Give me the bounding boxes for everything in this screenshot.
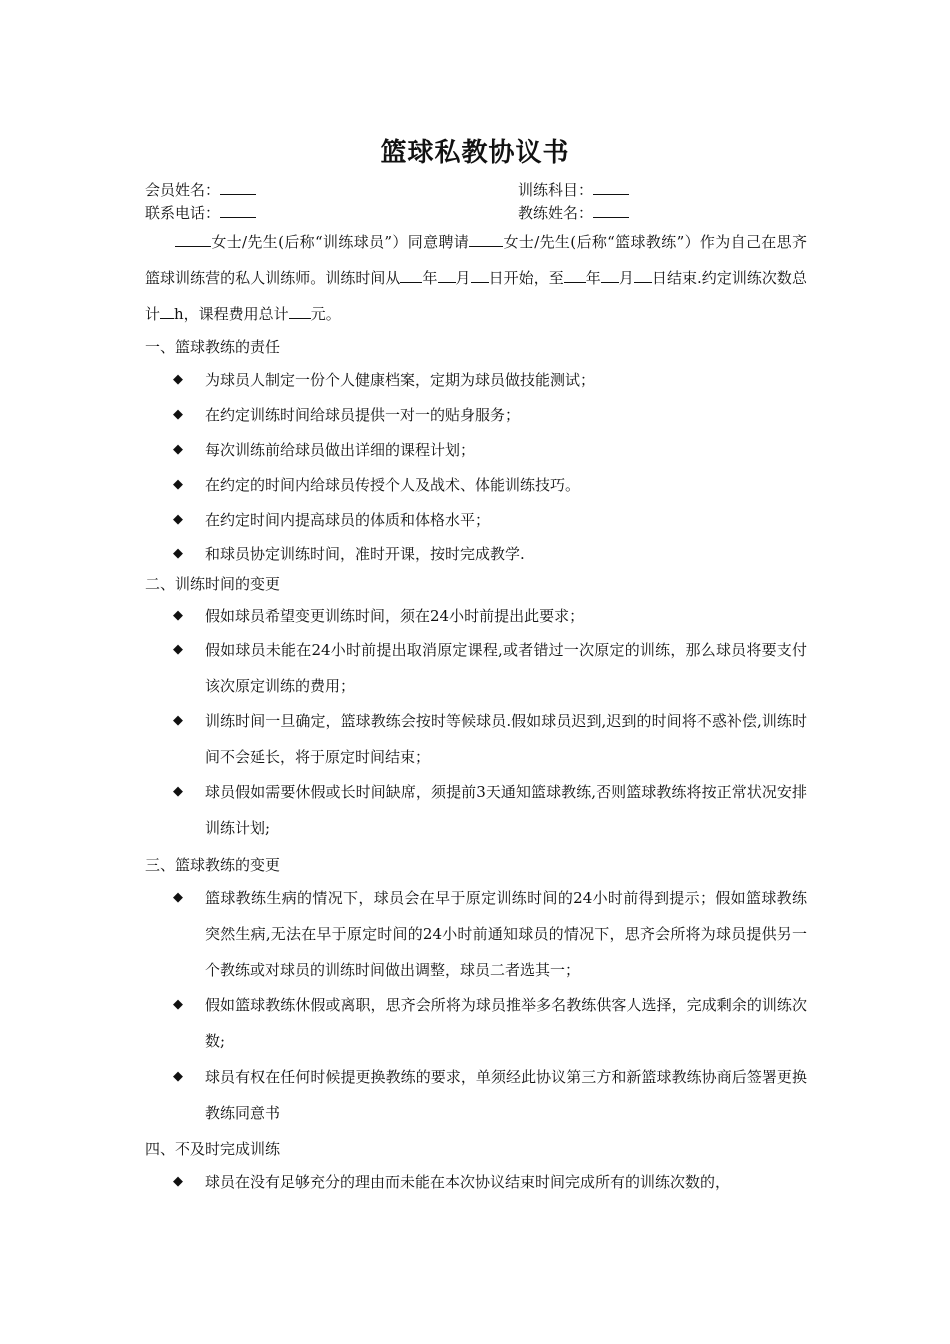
intro-hours: h，课程费用总计 bbox=[174, 305, 289, 323]
list-item: 篮球教练生病的情况下，球员会在早于原定训练时间的24小时前得到提示；假如篮球教练突然生病,无法在早于原定时间的24小时前通知球员的情况下，思齐会所将为球员提供另一个教练或对球员的训练时间做出调整，球员二者选其一； bbox=[205, 889, 807, 979]
intro-year-1: 年 bbox=[422, 269, 438, 287]
list-item: 球员有权在任何时候提更换教练的要求，单须经此协议第三方和新篮球教练协商后签署更换教练同意书 bbox=[205, 1068, 807, 1122]
end-month-blank bbox=[601, 266, 619, 283]
list-item: 假如球员希望变更训练时间，须在24小时前提出此要求； bbox=[205, 607, 585, 625]
diamond-bullet-icon: ◆ bbox=[173, 546, 183, 561]
intro-month-2: 月 bbox=[618, 269, 634, 287]
intro-year-2: 年 bbox=[585, 269, 601, 287]
diamond-bullet-icon: ◆ bbox=[173, 997, 183, 1012]
section-heading: 一、篮球教练的责任 bbox=[145, 338, 281, 356]
fee-blank bbox=[289, 302, 311, 319]
diamond-bullet-icon: ◆ bbox=[173, 1174, 183, 1189]
intro-text-2: 女士/先生(后称“篮球教练”）作为自己在思齐篮球训练营的私人训练师。训练时间从 bbox=[145, 233, 807, 287]
diamond-bullet-icon: ◆ bbox=[173, 713, 183, 728]
list-item: 假如篮球教练休假或离职，思齐会所将为球员推举多名教练供客人选择，完成剩余的训练次数; bbox=[205, 996, 807, 1050]
diamond-bullet-icon: ◆ bbox=[173, 608, 183, 623]
section-heading: 四、不及时完成训练 bbox=[145, 1140, 281, 1158]
sessions-blank bbox=[160, 302, 174, 319]
coach-name-blank bbox=[593, 201, 629, 218]
phone-blank bbox=[220, 201, 256, 218]
diamond-bullet-icon: ◆ bbox=[173, 1069, 183, 1084]
phone-label: 联系电话： bbox=[145, 204, 221, 222]
diamond-bullet-icon: ◆ bbox=[173, 407, 183, 422]
end-year-blank bbox=[564, 266, 586, 283]
intro-day-2: 日结束.约定训练次数总计 bbox=[145, 269, 807, 323]
document-title: 篮球私教协议书 bbox=[380, 138, 570, 168]
list-item: 球员假如需要休假或长时间缺席，须提前3天通知篮球教练,否则篮球教练将按正常状况安排训练计划; bbox=[205, 783, 807, 837]
list-item: 在约定训练时间给球员提供一对一的贴身服务； bbox=[205, 406, 521, 424]
start-year-blank bbox=[400, 266, 422, 283]
phone-field bbox=[145, 201, 256, 223]
list-item: 和球员协定训练时间，准时开课，按时完成教学. bbox=[205, 545, 525, 563]
list-item: 在约定时间内提高球员的体质和体格水平； bbox=[205, 511, 491, 529]
diamond-bullet-icon: ◆ bbox=[173, 890, 183, 905]
section-heading: 三、篮球教练的变更 bbox=[145, 856, 281, 874]
start-day-blank bbox=[471, 266, 489, 283]
subject-label: 训练科目： bbox=[518, 181, 594, 199]
end-day-blank bbox=[634, 266, 652, 283]
list-item: 每次训练前给球员做出详细的课程计划； bbox=[205, 441, 476, 459]
coach-name-label: 教练姓名： bbox=[518, 204, 594, 222]
intro-day-1: 日开始，至 bbox=[488, 269, 564, 287]
intro-month-1: 月 bbox=[455, 269, 471, 287]
intro-paragraph bbox=[145, 224, 807, 332]
subject-blank bbox=[593, 178, 629, 195]
diamond-bullet-icon: ◆ bbox=[173, 512, 183, 527]
member-name-field bbox=[145, 178, 256, 200]
diamond-bullet-icon: ◆ bbox=[173, 642, 183, 657]
diamond-bullet-icon: ◆ bbox=[173, 442, 183, 457]
start-month-blank bbox=[438, 266, 456, 283]
list-item: 在约定的时间内给球员传授个人及战术、体能训练技巧。 bbox=[205, 476, 581, 494]
client-name-blank bbox=[175, 230, 211, 247]
intro-text-1: 女士/先生(后称“训练球员”）同意聘请 bbox=[211, 233, 470, 251]
list-item: 训练时间一旦确定，篮球教练会按时等候球员.假如球员迟到,迟到的时间将不惑补偿,训练时间不会延长，将于原定时间结束； bbox=[205, 712, 807, 766]
list-item: 为球员人制定一份个人健康档案，定期为球员做技能测试； bbox=[205, 371, 596, 389]
intro-yuan: 元。 bbox=[310, 305, 341, 323]
diamond-bullet-icon: ◆ bbox=[173, 784, 183, 799]
list-item: 球员在没有足够充分的理由而未能在本次协议结束时间完成所有的训练次数的， bbox=[205, 1173, 731, 1191]
coach-hire-blank bbox=[469, 230, 503, 247]
member-name-label: 会员姓名： bbox=[145, 181, 221, 199]
subject-field bbox=[518, 178, 629, 200]
member-name-blank bbox=[220, 178, 256, 195]
coach-name-field bbox=[518, 201, 629, 223]
list-item: 假如球员未能在24小时前提出取消原定课程,或者错过一次原定的训练，那么球员将要支付该次原定训练的费用； bbox=[205, 641, 807, 695]
diamond-bullet-icon: ◆ bbox=[173, 372, 183, 387]
diamond-bullet-icon: ◆ bbox=[173, 477, 183, 492]
section-heading: 二、训练时间的变更 bbox=[145, 575, 281, 593]
